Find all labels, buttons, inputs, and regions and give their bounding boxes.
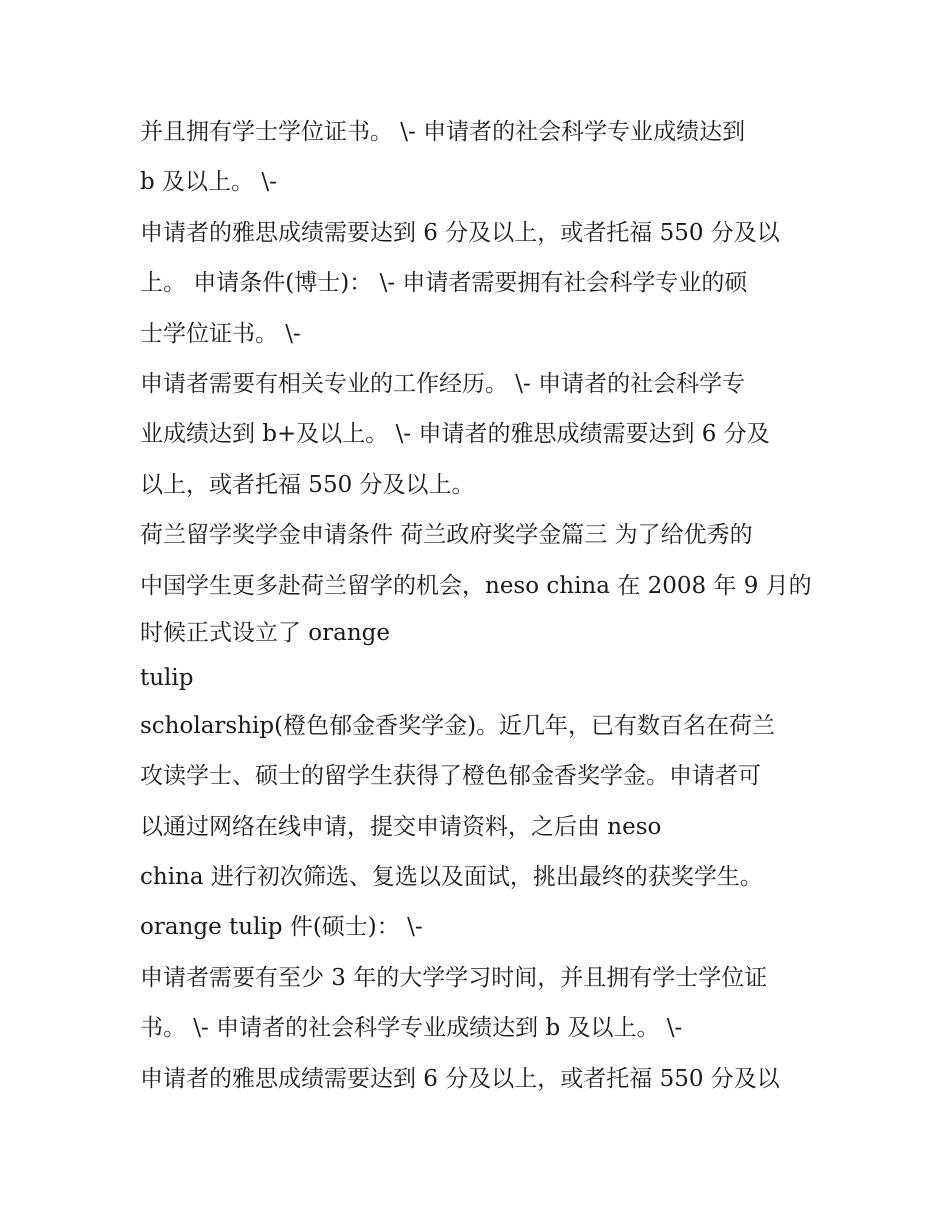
text-line: tulip <box>140 664 194 691</box>
text-line: orange tulip 件(硕士)： \- <box>140 914 423 941</box>
text-line: 士学位证书。 \- <box>140 320 301 347</box>
text-line: 攻读学士、硕士的留学生获得了橙色郁金香奖学金。申请者可 <box>140 763 761 790</box>
text-line: 中国学生更多赴荷兰留学的机会，neso china 在 2008 年 9 月的 <box>140 572 812 599</box>
document-body <box>140 107 830 1104</box>
text-line: 书。 \- 申请者的社会科学专业成绩达到 b 及以上。 \- <box>140 1015 683 1042</box>
text-line: 以通过网络在线申请，提交申请资料，之后由 neso <box>140 813 662 840</box>
text-line: b 及以上。 \- <box>140 169 277 196</box>
text-line: scholarship(橙色郁金香奖学金)。近几年，已有数百名在荷兰 <box>140 712 776 739</box>
text-line: 上。 申请条件(博士)： \- 申请者需要拥有社会科学专业的硕 <box>140 270 748 297</box>
text-line: 以上，或者托福 550 分及以上。 <box>140 471 475 498</box>
text-line: 业成绩达到 b+及以上。 \- 申请者的雅思成绩需要达到 6 分及 <box>140 421 770 448</box>
text-line: 申请者的雅思成绩需要达到 6 分及以上，或者托福 550 分及以 <box>140 1065 780 1092</box>
text-line: 荷兰留学奖学金申请条件 荷兰政府奖学金篇三 为了给优秀的 <box>140 522 753 549</box>
text-line: china 进行初次筛选、复选以及面试，挑出最终的获奖学生。 <box>140 864 763 891</box>
text-line: 申请者需要有至少 3 年的大学学习时间，并且拥有学士学位证 <box>140 964 768 991</box>
text-line: 申请者需要有相关专业的工作经历。 \- 申请者的社会科学专 <box>140 370 746 397</box>
text-line: 时候正式设立了 orange <box>140 619 391 646</box>
text-line: 申请者的雅思成绩需要达到 6 分及以上，或者托福 550 分及以 <box>140 219 780 246</box>
text-line: 并且拥有学士学位证书。 \- 申请者的社会科学专业成绩达到 <box>140 119 746 145</box>
